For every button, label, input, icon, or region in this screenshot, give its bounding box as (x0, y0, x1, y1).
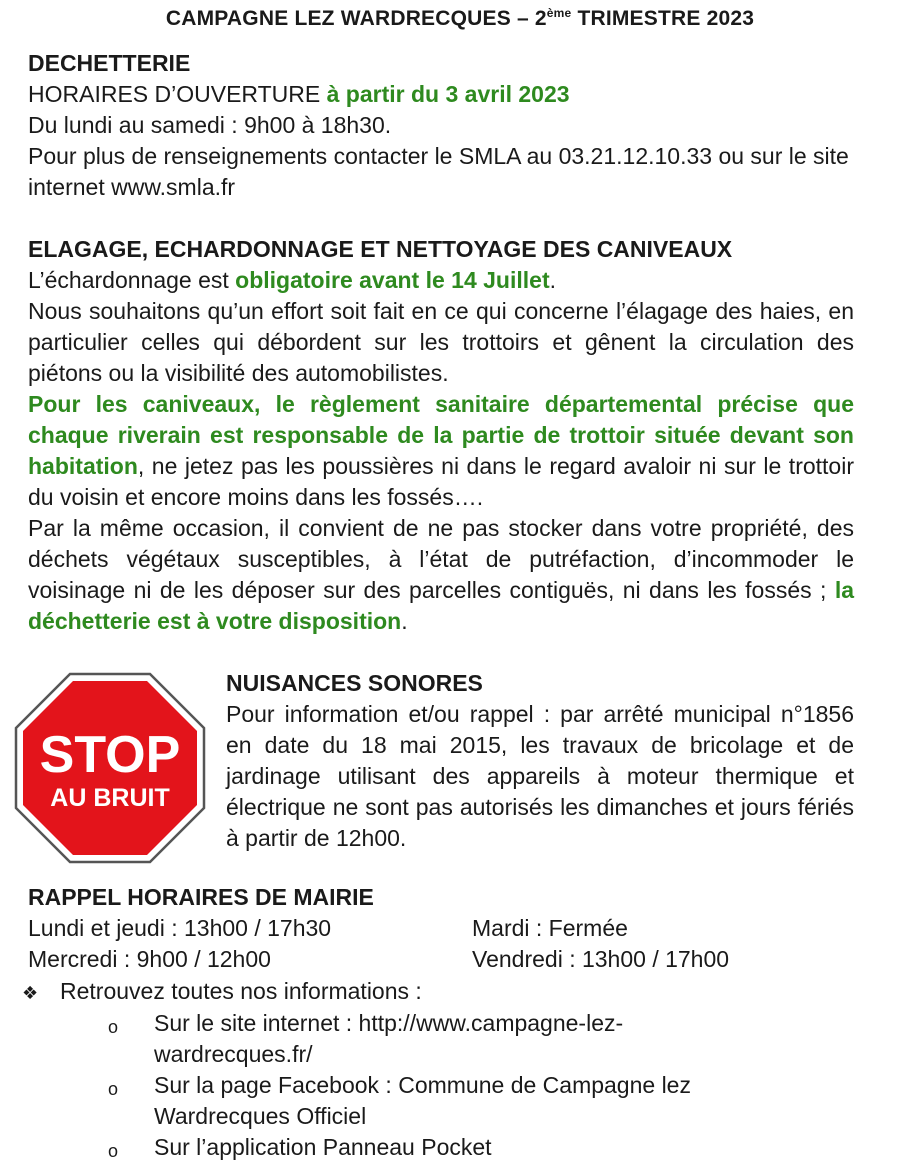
section-elagage (28, 234, 854, 637)
caniveaux-paragraph: Pour les caniveaux, le règlement sanitaire départemental précise que chaque riverain est responsable de la partie de trottoir située devant son habitation, ne jetez pas les poussières ni dans le regard avaloir ni sur le trottoir du voisin et encore moins dans les fossés…. (28, 391, 854, 510)
circle-bullet-icon: o (108, 1141, 119, 1161)
list-item (108, 1008, 728, 1070)
info-bullet (22, 976, 422, 1009)
list-item-text: Sur la page Facebook : Commune de Campagne lez Wardrecques Officiel (154, 1072, 691, 1129)
section-heading: RAPPEL HORAIRES DE MAIRIE (28, 884, 374, 910)
hours-row: Mercredi : 9h00 / 12h00 Vendredi : 13h00 / 17h00 (28, 946, 730, 972)
circle-bullet-icon: o (108, 1079, 119, 1099)
stop-sign-icon (14, 672, 206, 864)
echardonnage-line: L’échardonnage est obligatoire avant le 14 Juillet. (28, 267, 556, 293)
section-nuisances (226, 668, 854, 854)
hours-line: HORAIRES D’OUVERTURE à partir du 3 avril 2023 (28, 81, 570, 107)
contact-line: Pour plus de renseignements contacter le SMLA au 03.21.12.10.33 ou sur le site internet www.smla.fr (28, 143, 849, 200)
circle-bullet-icon: o (108, 1017, 119, 1037)
list-item (108, 1070, 728, 1132)
section-mairie (28, 882, 854, 975)
diamond-bullet-icon: ❖ (22, 983, 39, 1003)
section-heading: NUISANCES SONORES (226, 670, 483, 696)
hours-row: Lundi et jeudi : 13h00 / 17h30 Mardi : Fermée (28, 915, 628, 941)
list-item-text: Sur le site internet : http://www.campagne-lez-wardrecques.fr/ (154, 1010, 624, 1067)
section-heading: DECHETTERIE (28, 50, 191, 76)
dechets-paragraph: Par la même occasion, il convient de ne pas stocker dans votre propriété, des déchets végétaux susceptibles, à l’état de putréfaction, d’incommoder le voisinage ni de les déposer sur des parcelles contiguës, ni dans les fossés ; la déchetterie est à votre disposition. (28, 515, 854, 634)
list-item (108, 1132, 728, 1163)
page-title: CAMPAGNE LEZ WARDRECQUES – 2ème TRIMESTRE 2023 (165, 6, 755, 30)
stop-sign-line2: AU BRUIT (50, 784, 170, 812)
stop-sign-line1: STOP (39, 726, 181, 784)
section-heading: ELAGAGE, ECHARDONNAGE ET NETTOYAGE DES CANIVEAUX (28, 236, 733, 262)
section-dechetterie (28, 48, 854, 203)
list-item-text: Sur l’application Panneau Pocket (154, 1134, 492, 1160)
nuisances-text: Pour information et/ou rappel : par arrêté municipal n°1856 en date du 18 mai 2015, les travaux de bricolage et de jardinage utilisant des appareils à moteur thermique et électrique ne sont pas autorisés les dimanches et jours fériés à partir de 12h00. (226, 701, 854, 851)
info-intro: Retrouvez toutes nos informations : (60, 978, 422, 1004)
elagage-paragraph: Nous souhaitons qu’un effort soit fait en ce qui concerne l’élagage des haies, en particulier celles qui débordent sur les trottoirs et gênent la circulation des piétons ou la visibilité des automobilistes. (28, 298, 854, 386)
days-line: Du lundi au samedi : 9h00 à 18h30. (28, 112, 392, 138)
